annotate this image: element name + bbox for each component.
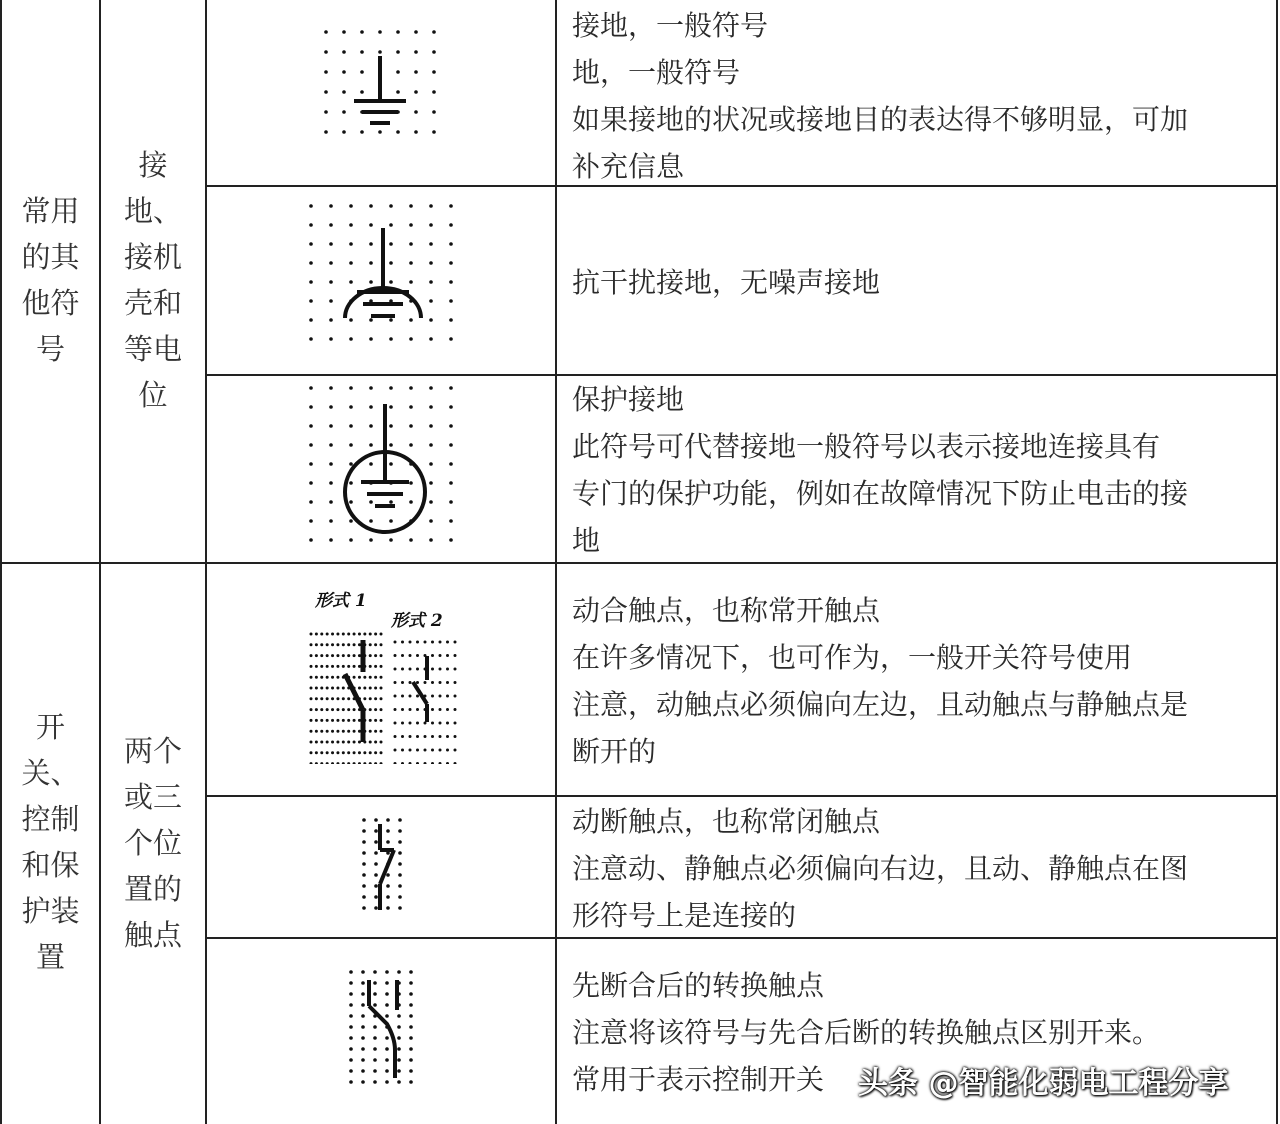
category-cell: 开 关、 控制 和保 护装 置 bbox=[21, 710, 80, 974]
row-description: 接地，一般符号 地，一般符号 如果接地的状况或接地目的表达得不够明显，可加 补充信息 bbox=[572, 9, 1189, 183]
subcategory-cell: 接 地、 接机 壳和 等电 位 bbox=[123, 148, 182, 412]
subcategory-cell: 两个 或三 个位 置的 触点 bbox=[123, 734, 182, 952]
form-2-label: 形式 2 bbox=[391, 611, 443, 631]
make-contact-icon bbox=[305, 584, 465, 764]
row-description: 保护接地 此符号可代替接地一般符号以表示接地连接具有 专门的保护功能，例如在故障情况下防止电击的接 地 bbox=[572, 383, 1189, 557]
form-1-label: 形式 1 bbox=[315, 591, 367, 611]
noiseless-ground-icon bbox=[305, 200, 465, 358]
watermark: 头条 @智能化弱电工程分享 bbox=[858, 1066, 1229, 1101]
row-description: 动断触点，也称常闭触点 注意动、静触点必须偏向右边，且动、静触点在图 形符号上是连接的 bbox=[572, 805, 1189, 932]
category-cell: 常用 的其 他符 号 bbox=[21, 194, 80, 366]
row-description: 动合触点，也称常开触点 在许多情况下，也可作为，一般开关符号使用 注意，动触点必须偏向左边，且动触点与静触点是 断开的 bbox=[572, 594, 1189, 768]
ground-general-icon bbox=[320, 26, 440, 158]
row-description: 先断合后的转换触点 注意将该符号与先合后断的转换触点区别开来。 常用于表示控制开关 bbox=[572, 969, 1161, 1096]
protective-ground-icon bbox=[305, 382, 465, 554]
row-description: 抗干扰接地，无噪声接地 bbox=[572, 266, 881, 299]
row-divider bbox=[205, 795, 1278, 797]
break-contact-icon bbox=[358, 814, 410, 918]
changeover-contact-icon bbox=[345, 966, 421, 1092]
